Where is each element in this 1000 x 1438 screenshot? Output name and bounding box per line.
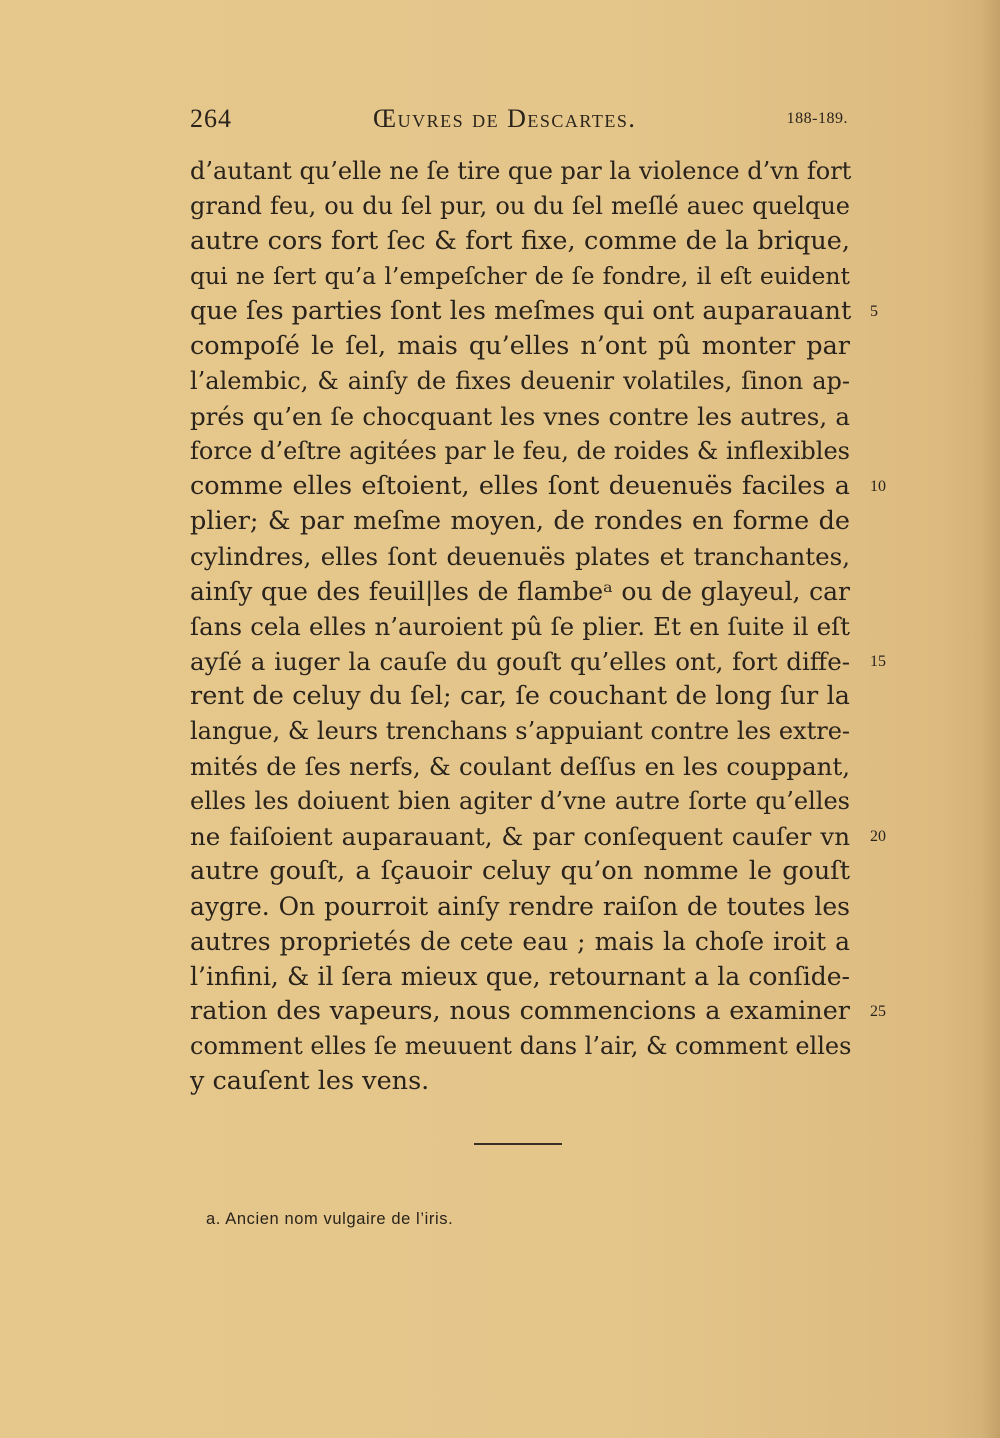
text-line: l’infini, & il ſera mieux que, retournant a la conſide- (190, 962, 850, 991)
body-text (190, 154, 850, 1099)
page-number: 264 (190, 104, 232, 133)
text-line: l’alembic, & ainſy de fixes deuenir volatiles, ſinon ap- (190, 367, 850, 395)
text-line: compoſé le ſel, mais qu’elles n’ont pû monter par (190, 331, 850, 361)
text-line: comme elles eſtoient, elles ſont deuenuës faciles a (190, 471, 850, 501)
text-line: grand feu, ou du ſel pur, ou du ſel meſlé auec quelque (190, 192, 850, 220)
text-line: force d’eſtre agitées par le feu, de roides & inflexibles (190, 437, 850, 465)
text-line: prés qu’en ſe chocquant les vnes contre les autres, a (190, 402, 850, 431)
text-line: plier; & par meſme moyen, de rondes en forme de (190, 506, 850, 536)
text-line: y cauſent les vens. (190, 1066, 430, 1096)
footnote: a. Ancien nom vulgaire de l’iris. (206, 1210, 454, 1228)
text-line: ſans cela elles n’auroient pû ſe plier. Et en ſuite il eſt (190, 612, 850, 641)
line-number: 15 (870, 653, 886, 670)
page-edge-shadow (982, 0, 1000, 1438)
text-line: ne faiſoient auparauant, & par conſequent cauſer vn (190, 822, 850, 851)
text-line: d’autant qu’elle ne ſe tire que par la violence d’vn fort (190, 157, 852, 185)
text-line: autre gouſt, a ſçauoir celuy qu’on nomme le gouſt (190, 856, 850, 886)
text-line: aygre. On pourroit ainſy rendre raiſon de toutes les (190, 892, 850, 921)
footnote-divider (474, 1143, 562, 1145)
line-number: 20 (870, 828, 886, 845)
running-title: Œuvres de Descartes. (373, 104, 637, 133)
text-line: autres proprietés de cete eau ; mais la choſe iroit a (190, 927, 850, 956)
text-line: ration des vapeurs, nous commencions a examiner (190, 996, 850, 1026)
line-number: 10 (870, 478, 886, 495)
page-header (190, 104, 850, 144)
text-line: ainſy que des feuil|les de flambeᵃ ou de glayeul, car (190, 577, 850, 606)
line-number: 25 (870, 1003, 886, 1020)
text-line: langue, & leurs trenchans s’appuiant contre les extre- (190, 717, 850, 745)
text-line: autre cors fort ſec & fort fixe, comme de la brique, (190, 226, 850, 256)
text-line: mités de ſes nerfs, & coulant deſſus en les couppant, (190, 752, 850, 781)
text-line: qui ne ſert qu’a l’empeſcher de ſe fondre, il eſt euident (190, 262, 850, 290)
section-reference: 188-189. (786, 110, 848, 127)
text-line: cylindres, elles ſont deuenuës plates et tranchantes, (190, 542, 850, 571)
line-number: 5 (870, 303, 878, 320)
text-line: rent de celuy du ſel; car, ſe couchant de long ſur la (190, 681, 850, 711)
text-line: elles les doiuent bien agiter d’vne autre ſorte qu’elles (190, 787, 850, 815)
text-line: ayſé a iuger la cauſe du gouſt qu’elles ont, fort diffe- (190, 647, 850, 676)
text-line: que ſes parties ſont les meſmes qui ont auparauant (190, 296, 852, 326)
text-line: comment elles ſe meuuent dans l’air, & comment elles (190, 1032, 852, 1060)
